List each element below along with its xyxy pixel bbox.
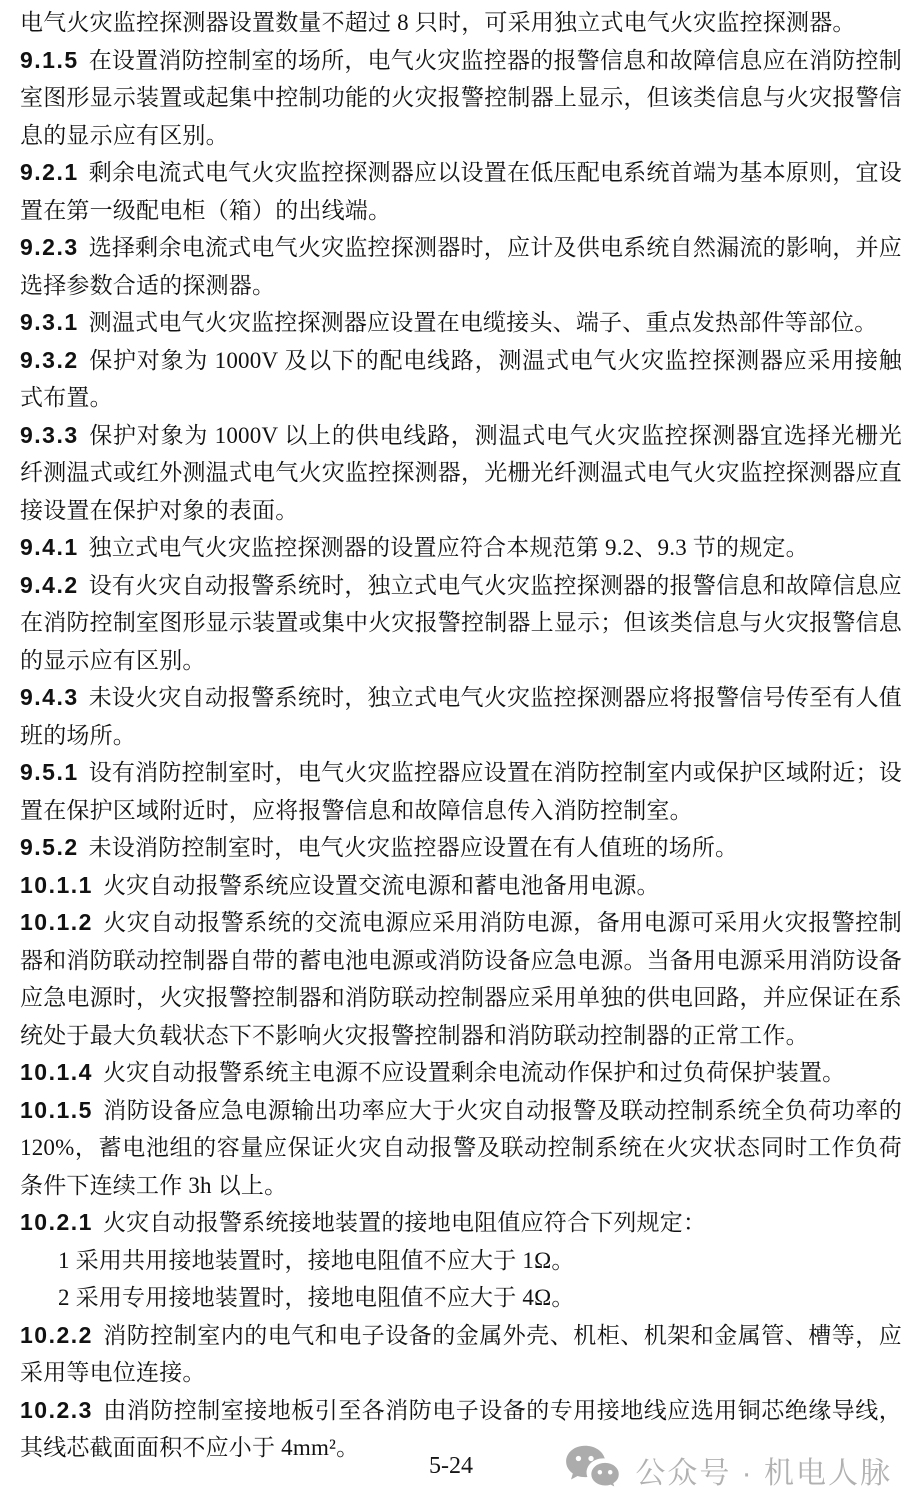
clause-number: 10.1.2 [20, 909, 93, 935]
clause-number: 9.4.1 [20, 534, 79, 560]
clause-number: 9.5.1 [20, 759, 79, 785]
clause-number: 9.5.2 [20, 834, 79, 860]
page-number: 5-24 [429, 1453, 473, 1479]
clause-number: 9.3.3 [20, 421, 79, 448]
clause-number: 10.2.3 [20, 1396, 93, 1423]
clause-paragraph: 9.4.3 未设火灾自动报警系统时，独立式电气火灾监控探测器应将报警信号传至有人值班的场所。 [20, 684, 902, 748]
list-item: 2 采用专用接地装置时，接地电阻值不应大于 4Ω。 [58, 1285, 575, 1310]
clause-paragraph: 10.2.3 由消防控制室接地板引至各消防电子设备的专用接地线应选用铜芯绝缘导线，其线芯截面面积不应小于 4mm²。 [20, 1396, 902, 1460]
clause-number: 9.1.5 [20, 46, 79, 73]
clause-paragraph: 9.5.2 未设消防控制室时，电气火灾监控器应设置在有人值班的场所。 [20, 834, 739, 860]
clause-paragraph: 9.5.1 设有消防控制室时，电气火灾监控器应设置在消防控制室内或保护区域附近；设置在保护区域附近时，应将报警信息和故障信息传入消防控制室。 [20, 759, 902, 823]
list-item: 1 采用共用接地装置时，接地电阻值不应大于 1Ω。 [58, 1247, 575, 1273]
clause-paragraph: 10.2.1 火灾自动报警系统接地装置的接地电阻值应符合下列规定： [20, 1209, 707, 1235]
watermark-text: 公众号 · 机电人脉 [635, 1457, 892, 1490]
clause-number: 10.1.5 [20, 1096, 93, 1123]
clause-paragraph: 9.4.1 独立式电气火灾监控探测器的设置应符合本规范第 9.2、9.3 节的规定。 [20, 534, 809, 560]
clause-paragraph: 9.2.1 剩余电流式电气火灾监控探测器应以设置在低压配电系统首端为基本原则，宜设置在第一级配电柜（箱）的出线端。 [20, 159, 902, 223]
clause-number: 10.2.1 [20, 1209, 93, 1235]
paragraph: 电气火灾监控探测器设置数量不超过 8 只时，可采用独立式电气火灾监控探测器。 [20, 10, 856, 35]
clause-paragraph: 10.2.2 消防控制室内的电气和电子设备的金属外壳、机柜、机架和金属管、槽等，应采用等电位连接。 [20, 1321, 902, 1385]
clause-paragraph: 9.4.2 设有火灾自动报警系统时，独立式电气火灾监控探测器的报警信息和故障信息应在消防控制室图形显示装置或集中火灾报警控制器上显示；但该类信息与火灾报警信息的显示应有区别。 [20, 571, 902, 673]
clause-number: 9.2.3 [20, 234, 79, 260]
clause-paragraph: 9.3.3 保护对象为 1000V 以上的供电线路，测温式电气火灾监控探测器宜选择光栅光纤测温式或红外测温式电气火灾监控探测器，光栅光纤测温式电气火灾监控探测器应直接设置在保护对象的表面。 [20, 421, 902, 523]
clause-paragraph: 9.3.1 测温式电气火灾监控探测器应设置在电缆接头、端子、重点发热部件等部位。 [20, 309, 878, 335]
document-body [20, 4, 902, 1467]
clause-paragraph: 10.1.2 火灾自动报警系统的交流电源应采用消防电源，备用电源可采用火灾报警控制器和消防联动控制器自带的蓄电池电源或消防设备应急电源。当备用电源采用消防设备应急电源时，火灾报警控制器和消防联动控制器应采用单独的供电回路，并应保证在系统处于最大负载状态下不影响火灾报警控制器和消防联动控制器的正常工作。 [20, 909, 902, 1048]
clause-number: 9.2.1 [20, 159, 79, 185]
clause-paragraph: 9.1.5 在设置消防控制室的场所，电气火灾监控器的报警信息和故障信息应在消防控制室图形显示装置或起集中控制功能的火灾报警控制器上显示，但该类信息与火灾报警信息的显示应有区别。 [20, 46, 902, 148]
clause-number: 10.1.4 [20, 1059, 93, 1085]
clause-number: 9.3.2 [20, 346, 79, 373]
clause-number: 9.3.1 [20, 309, 79, 335]
clause-number: 10.2.2 [20, 1321, 93, 1348]
clause-number: 9.4.3 [20, 684, 79, 710]
watermark [565, 1444, 892, 1496]
clause-paragraph: 10.1.1 火灾自动报警系统应设置交流电源和蓄电池备用电源。 [20, 871, 660, 898]
clause-number: 10.1.1 [20, 871, 93, 898]
clause-paragraph: 10.1.5 消防设备应急电源输出功率应大于火灾自动报警及联动控制系统全负荷功率的 120%，蓄电池组的容量应保证火灾自动报警及联动控制系统在火灾状态同时工作负荷条件下连续工作 3h 以上。 [20, 1096, 902, 1198]
clause-paragraph: 9.2.3 选择剩余电流式电气火灾监控探测器时，应计及供电系统自然漏流的影响，并应选择参数合适的探测器。 [20, 234, 902, 298]
clause-number: 9.4.2 [20, 571, 79, 598]
clause-paragraph: 10.1.4 火灾自动报警系统主电源不应设置剩余电流动作保护和过负荷保护装置。 [20, 1059, 846, 1085]
clause-paragraph: 9.3.2 保护对象为 1000V 及以下的配电线路，测温式电气火灾监控探测器应采用接触式布置。 [20, 346, 902, 410]
wechat-icon [565, 1444, 621, 1496]
